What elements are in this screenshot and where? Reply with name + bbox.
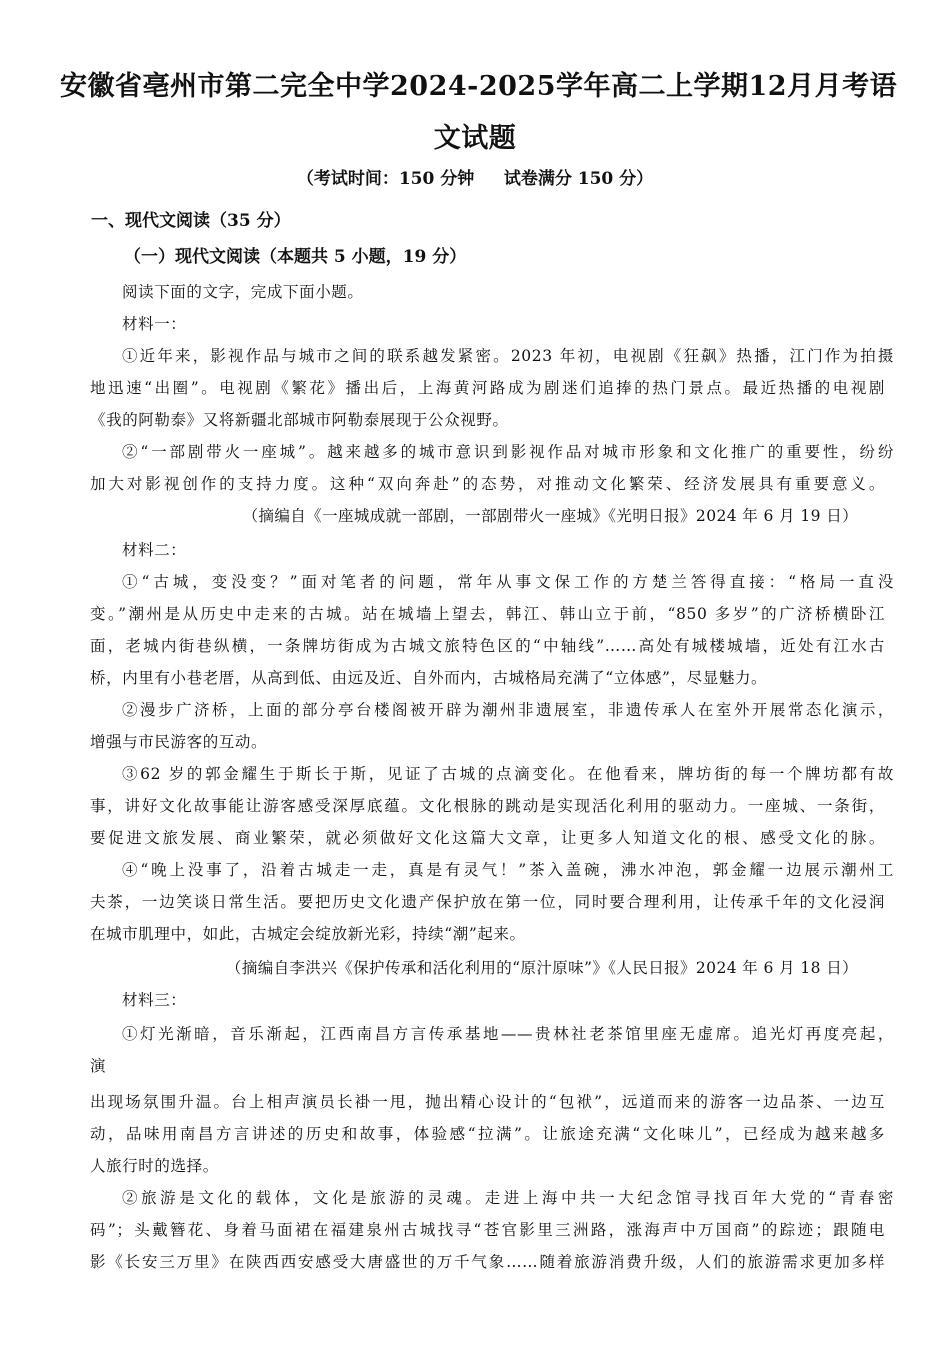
material2-line: 变。”潮州是从历史中走来的古城。站在城墙上望去，韩江、韩山立于前，“850 多岁”的广济桥横卧江 (90, 605, 885, 623)
material2-line: 夫茶，一边笑谈日常生活。要把历史文化遗产保护放在第一位，同时要合理利用，让传承千年的文化浸润 (90, 893, 885, 911)
material3-line: 人旅行时的选择。 (90, 1157, 219, 1175)
material2-line: 增强与市民游客的互动。 (90, 733, 268, 751)
material1-source: （摘编自《一座城成就一部剧，一部剧带火一座城》《光明日报》2024 年 6 月 19 日） (242, 507, 858, 525)
document-title-line1: 安徽省亳州市第二完全中学2024-2025学年高二上学期12月月考语 (60, 71, 898, 102)
material2-line: ①“古城，变没变？”面对笔者的问题，常年从事文保工作的方楚兰答得直接：“格局一直没 (122, 573, 894, 591)
material3-line: 码”；头戴簪花、身着马面裙在福建泉州古城找寻“苍官影里三洲路，涨海声中万国商”的踪迹；跟随电 (90, 1221, 885, 1239)
material2-line: ③62 岁的郭金耀生于斯长于斯，见证了古城的点滴变化。在他看来，牌坊街的每一个牌坊都有故 (122, 765, 894, 783)
material3-line: 演 (90, 1057, 107, 1075)
material2-line: 桥，内里有小巷老厝，从高到低、由远及近、自外而内，古城格局充满了“立体感”，尽显魅力。 (90, 669, 768, 687)
material2-source: （摘编自李洪兴《保护传承和活化利用的“原汁原味”》《人民日报》2024 年 6 月 18 日） (225, 959, 858, 977)
material1-line: ②“一部剧带火一座城”。越来越多的城市意识到影视作品对城市形象和文化推广的重要性，纷纷 (122, 443, 894, 461)
material3-line: ②旅游是文化的载体，文化是旅游的灵魂。走进上海中共一大纪念馆寻找百年大党的“青春密 (122, 1189, 894, 1207)
instruction-text: 阅读下面的文字，完成下面小题。 (122, 283, 364, 301)
material3-line: 影《长安三万里》在陕西西安感受大唐盛世的万千气象……随着旅游消费升级，人们的旅游需求更加多样 (90, 1253, 885, 1271)
material2-label: 材料二： (122, 541, 187, 559)
material2-line: 面，老城内街巷纵横，一条牌坊街成为古城文旅特色区的“中轴线”……高处有城楼城墙，近处有江水古 (90, 637, 885, 655)
material2-line: 事，讲好文化故事能让游客感受深厚底蕴。文化根脉的跳动是实现活化利用的驱动力。一座城、一条街， (90, 797, 885, 815)
material3-line: 出现场氛围升温。台上相声演员长褂一甩，抛出精心设计的“包袱”，远道而来的游客一边品茶、一边互 (90, 1093, 885, 1111)
material3-line: ①灯光渐暗，音乐渐起，江西南昌方言传承基地——贵林社老茶馆里座无虚席。追光灯再度亮起， (122, 1025, 894, 1043)
material2-line: 要促进文旅发展、商业繁荣，就必须做好文化这篇大文章，让更多人知道文化的根、感受文化的脉。 (90, 829, 885, 847)
material2-line: ②漫步广济桥，上面的部分亭台楼阁被开辟为潮州非遗展室，非遗传承人在室外开展常态化演示， (122, 701, 894, 719)
material1-line: 《我的阿勒泰》又将新疆北部城市阿勒泰展现于公众视野。 (90, 411, 509, 429)
material1-line: 地迅速“出圈”。电视剧《繁花》播出后，上海黄河路成为剧迷们追捧的热门景点。最近热播的电视剧 (90, 379, 885, 397)
exam-info: （考试时间：150 分钟 试卷满分 150 分） (296, 169, 654, 189)
section-heading: 一、现代文阅读（35 分） (91, 211, 291, 231)
material3-label: 材料三： (122, 991, 187, 1009)
subsection-heading: （一）现代文阅读（本题共 5 小题，19 分） (124, 247, 467, 267)
material1-line: 加大对影视创作的支持力度。这种“双向奔赴”的态势，对推动文化繁荣、经济发展具有重要意义。 (90, 475, 885, 493)
material2-line: ④“晚上没事了，沿着古城走一走，真是有灵气！”茶入盖碗，沸水冲泡，郭金耀一边展示潮州工 (122, 861, 894, 879)
material1-line: ①近年来，影视作品与城市之间的联系越发紧密。2023 年初，电视剧《狂飙》热播，江门作为拍摄 (122, 347, 894, 365)
material3-line: 动，品味用南昌方言讲述的历史和故事，体验感“拉满”。让旅途充满“文化味儿”，已经成为越来越多 (90, 1125, 885, 1143)
material1-label: 材料一： (122, 315, 187, 333)
material2-line: 在城市肌理中，如此，古城定会绽放新光彩，持续“潮”起来。 (90, 925, 526, 943)
document-title-line2: 文试题 (433, 123, 517, 154)
